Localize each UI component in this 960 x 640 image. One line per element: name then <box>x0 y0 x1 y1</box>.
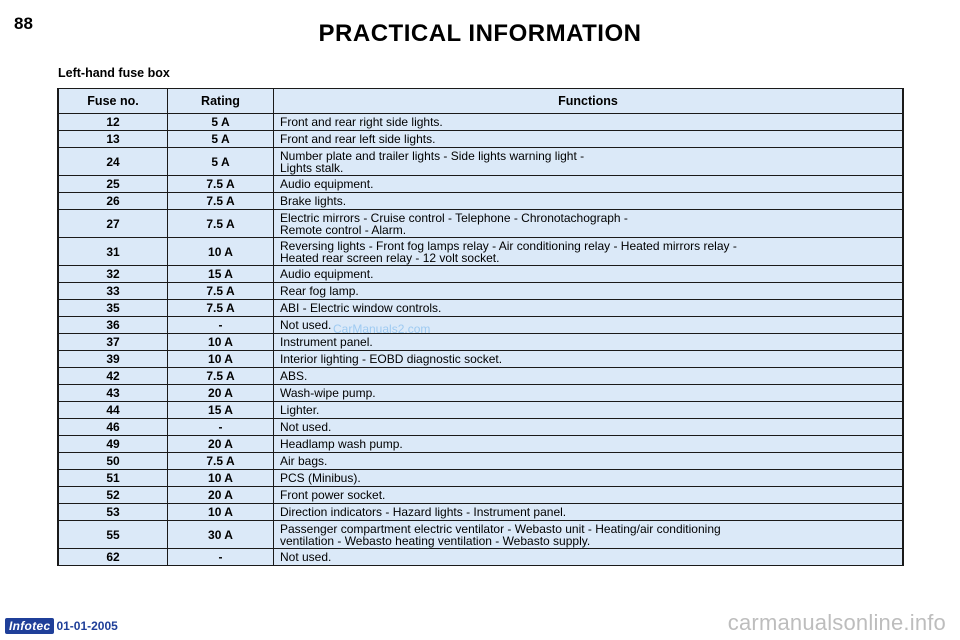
fuse-number-cell: 13 <box>58 131 168 148</box>
table-row <box>58 238 903 266</box>
fuse-rating-cell: 5 A <box>168 131 274 148</box>
fuse-number-cell: 52 <box>58 487 168 504</box>
fuse-number-cell: 50 <box>58 453 168 470</box>
watermark: CarManuals2.com <box>333 322 431 336</box>
fuse-rating-cell: 7.5 A <box>168 193 274 210</box>
fuse-function-cell: Electric mirrors - Cruise control - Telephone - Chronotachograph - Remote control - Alarm. <box>274 210 904 238</box>
fuse-rating-cell: 7.5 A <box>168 300 274 317</box>
fuse-number-cell: 35 <box>58 300 168 317</box>
fuse-function-cell: Not used. <box>274 317 904 334</box>
fuse-number-cell: 27 <box>58 210 168 238</box>
fuse-function-cell: Lighter. <box>274 402 904 419</box>
fuse-number-cell: 62 <box>58 549 168 566</box>
fuse-function-cell: Not used. <box>274 419 904 436</box>
table-row <box>58 419 903 436</box>
fuse-number-cell: 43 <box>58 385 168 402</box>
fuse-rating-cell: 10 A <box>168 334 274 351</box>
fuse-rating-cell: 7.5 A <box>168 453 274 470</box>
fuse-function-cell: Wash-wipe pump. <box>274 385 904 402</box>
fuse-rating-cell: 10 A <box>168 470 274 487</box>
fuse-function-cell: Audio equipment. <box>274 266 904 283</box>
fuse-rating-cell: - <box>168 419 274 436</box>
fuse-function-cell: Not used. <box>274 549 904 566</box>
table-row <box>58 131 903 148</box>
fuse-function-cell: Front power socket. <box>274 487 904 504</box>
fuse-rating-cell: 20 A <box>168 487 274 504</box>
table-row <box>58 317 903 334</box>
fuse-table <box>57 88 904 566</box>
fuse-rating-cell: 15 A <box>168 402 274 419</box>
column-header-rating: Rating <box>168 89 274 114</box>
fuse-number-cell: 36 <box>58 317 168 334</box>
table-row <box>58 487 903 504</box>
fuse-table-body <box>58 114 903 566</box>
fuse-rating-cell: 10 A <box>168 238 274 266</box>
fuse-rating-cell: - <box>168 317 274 334</box>
table-row <box>58 504 903 521</box>
fuse-function-cell: Audio equipment. <box>274 176 904 193</box>
fuse-function-cell: Brake lights. <box>274 193 904 210</box>
column-header-functions: Functions <box>274 89 904 114</box>
table-row <box>58 368 903 385</box>
fuse-number-cell: 42 <box>58 368 168 385</box>
fuse-rating-cell: 5 A <box>168 114 274 131</box>
fuse-function-cell: Headlamp wash pump. <box>274 436 904 453</box>
fuse-function-cell: Number plate and trailer lights - Side lights warning light - Lights stalk. <box>274 148 904 176</box>
fuse-function-cell: Passenger compartment electric ventilator - Webasto unit - Heating/air conditioning ventilation - Webasto heating ventilation - Webasto supply. <box>274 521 904 549</box>
table-row <box>58 549 903 566</box>
table-row <box>58 470 903 487</box>
fuse-number-cell: 39 <box>58 351 168 368</box>
fuse-number-cell: 32 <box>58 266 168 283</box>
fuse-rating-cell: 20 A <box>168 436 274 453</box>
table-header-row <box>58 89 903 114</box>
table-row <box>58 521 903 549</box>
fuse-function-cell: Rear fog lamp. <box>274 283 904 300</box>
table-row <box>58 385 903 402</box>
fuse-function-cell: Reversing lights - Front fog lamps relay - Air conditioning relay - Heated mirrors relay - Heated rear screen relay - 12 volt socket. <box>274 238 904 266</box>
fuse-function-cell: ABS. <box>274 368 904 385</box>
fuse-number-cell: 37 <box>58 334 168 351</box>
table-row <box>58 210 903 238</box>
fuse-number-cell: 51 <box>58 470 168 487</box>
fuse-function-cell: PCS (Minibus). <box>274 470 904 487</box>
table-row <box>58 148 903 176</box>
table-row <box>58 114 903 131</box>
footer-date: 01-01-2005 <box>56 619 118 633</box>
table-row <box>58 351 903 368</box>
table-row <box>58 334 903 351</box>
table-row <box>58 402 903 419</box>
fuse-number-cell: 46 <box>58 419 168 436</box>
fuse-function-cell: Direction indicators - Hazard lights - Instrument panel. <box>274 504 904 521</box>
page-number: 88 <box>14 14 33 33</box>
fuse-rating-cell: 10 A <box>168 351 274 368</box>
fuse-rating-cell: - <box>168 549 274 566</box>
fuse-rating-cell: 20 A <box>168 385 274 402</box>
fuse-rating-cell: 15 A <box>168 266 274 283</box>
fuse-rating-cell: 7.5 A <box>168 210 274 238</box>
infotec-logo: Infotec <box>5 618 54 634</box>
page-title: PRACTICAL INFORMATION <box>318 20 642 47</box>
table-row <box>58 300 903 317</box>
table-row <box>58 453 903 470</box>
fuse-rating-cell: 30 A <box>168 521 274 549</box>
column-header-fuse-no: Fuse no. <box>58 89 168 114</box>
table-row <box>58 436 903 453</box>
table-row <box>58 193 903 210</box>
fuse-number-cell: 44 <box>58 402 168 419</box>
table-row <box>58 266 903 283</box>
fuse-rating-cell: 7.5 A <box>168 283 274 300</box>
fuse-rating-cell: 5 A <box>168 148 274 176</box>
fuse-number-cell: 26 <box>58 193 168 210</box>
fuse-number-cell: 49 <box>58 436 168 453</box>
table-row <box>58 176 903 193</box>
fuse-function-cell: Air bags. <box>274 453 904 470</box>
fuse-function-cell: Interior lighting - EOBD diagnostic socket. <box>274 351 904 368</box>
footer-site-watermark: carmanualsonline.info <box>727 610 946 635</box>
section-title: Left-hand fuse box <box>58 66 170 80</box>
fuse-rating-cell: 10 A <box>168 504 274 521</box>
fuse-number-cell: 24 <box>58 148 168 176</box>
fuse-function-cell: Front and rear left side lights. <box>274 131 904 148</box>
fuse-number-cell: 12 <box>58 114 168 131</box>
fuse-function-cell: Instrument panel. <box>274 334 904 351</box>
table-row <box>58 283 903 300</box>
fuse-number-cell: 53 <box>58 504 168 521</box>
fuse-function-cell: Front and rear right side lights. <box>274 114 904 131</box>
fuse-rating-cell: 7.5 A <box>168 368 274 385</box>
fuse-function-cell: ABI - Electric window controls. <box>274 300 904 317</box>
fuse-number-cell: 55 <box>58 521 168 549</box>
fuse-number-cell: 31 <box>58 238 168 266</box>
fuse-number-cell: 33 <box>58 283 168 300</box>
fuse-rating-cell: 7.5 A <box>168 176 274 193</box>
footer <box>5 618 118 634</box>
fuse-number-cell: 25 <box>58 176 168 193</box>
